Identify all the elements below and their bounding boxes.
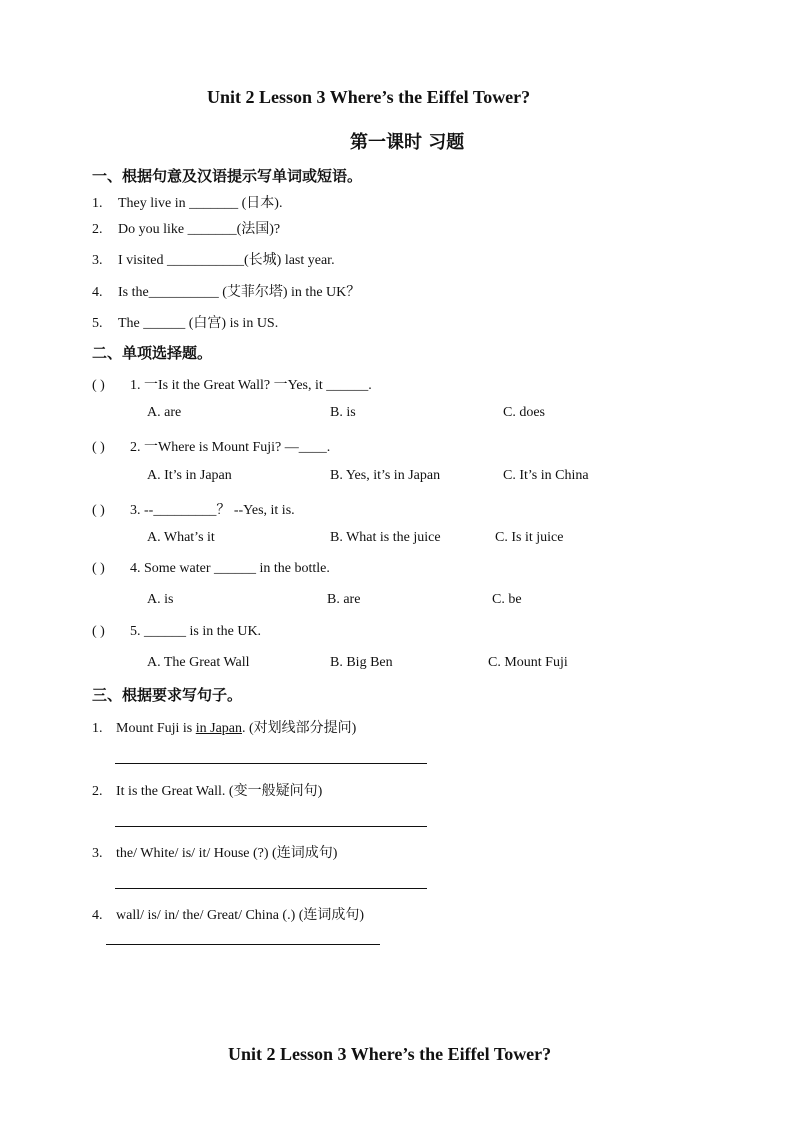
item-text: The ______ (白宫) is in US.: [118, 316, 279, 331]
answer-bracket: ( ): [92, 624, 105, 639]
s2-q3-option-c: C. Is it juice: [495, 530, 564, 545]
answer-line-4[interactable]: [106, 944, 380, 945]
question-text: 1. 一Is it the Great Wall? 一Yes, it ______.: [130, 378, 372, 393]
s2-q2-option-c: C. It’s in China: [503, 468, 589, 483]
question-text: 4. Some water ______ in the bottle.: [130, 561, 330, 576]
item-text: It is the Great Wall. (变一般疑问句): [116, 784, 323, 799]
item-number: 4.: [92, 285, 103, 300]
s2-q2-option-a: A. It’s in Japan: [147, 468, 232, 483]
answer-bracket: ( ): [92, 378, 105, 393]
item-text: Do you like _______(法国)?: [118, 222, 281, 237]
page-title: Unit 2 Lesson 3 Where’s the Eiffel Tower?: [207, 87, 531, 107]
question-text: 3. --_________？ --Yes, it is.: [130, 503, 295, 518]
item-number: 1.: [92, 196, 103, 211]
item-number: 1.: [92, 721, 103, 736]
item-text: Is the__________ (艾菲尔塔) in the UK？: [118, 285, 361, 300]
s2-q5-option-a: A. The Great Wall: [147, 655, 250, 670]
section-2-heading: 二、单项选择题。: [92, 344, 213, 362]
item-text: I visited ___________(长城) last year.: [118, 253, 335, 268]
s2-q1-option-a: A. are: [147, 405, 182, 420]
answer-line-1[interactable]: [115, 763, 427, 764]
answer-bracket: ( ): [92, 561, 105, 576]
s2-q2-option-b: B. Yes, it’s in Japan: [330, 468, 441, 483]
s2-question-4: [92, 561, 330, 577]
s2-q5-option-c: C. Mount Fuji: [488, 655, 568, 670]
item-number: 2.: [92, 222, 103, 237]
s3-item-4: [92, 904, 364, 924]
s2-question-3: [92, 499, 295, 519]
item-text-post: . (对划线部分提问): [242, 721, 357, 736]
answer-line-3[interactable]: [115, 888, 427, 889]
s1-item-2: [92, 218, 280, 238]
answer-bracket: ( ): [92, 503, 105, 518]
item-text-pre: Mount Fuji is: [116, 721, 196, 736]
s1-item-5: [92, 312, 278, 332]
section-3-heading: 三、根据要求写句子。: [92, 686, 243, 704]
item-text: the/ White/ is/ it/ House (?) (连词成句): [116, 846, 338, 861]
next-page-title: Unit 2 Lesson 3 Where’s the Eiffel Tower?: [228, 1044, 552, 1064]
s3-item-1: [92, 717, 356, 737]
question-text: 2. 一Where is Mount Fuji? —____.: [130, 440, 331, 455]
answer-line-2[interactable]: [115, 826, 427, 827]
s2-question-1: [92, 374, 372, 394]
s1-item-3: [92, 249, 335, 269]
s2-q4-option-a: A. is: [147, 592, 174, 607]
s2-q4-option-b: B. are: [327, 592, 361, 607]
s2-q1-option-b: B. is: [330, 405, 356, 420]
s2-q5-option-b: B. Big Ben: [330, 655, 393, 670]
underlined-phrase: in Japan: [195, 721, 243, 736]
answer-bracket: ( ): [92, 440, 105, 455]
s1-item-4: [92, 281, 360, 301]
item-number: 2.: [92, 784, 103, 799]
s2-question-5: [92, 624, 261, 640]
item-number: 4.: [92, 908, 103, 923]
s2-q3-option-a: A. What’s it: [147, 530, 215, 545]
page-subtitle: 第一课时 习题: [350, 132, 465, 153]
item-text: They live in _______ (日本).: [118, 196, 283, 211]
s3-item-2: [92, 780, 322, 800]
s1-item-1: [92, 192, 282, 212]
item-number: 3.: [92, 846, 103, 861]
s2-question-2: [92, 436, 330, 456]
item-number: 5.: [92, 316, 103, 331]
question-text: 5. ______ is in the UK.: [130, 624, 262, 639]
item-number: 3.: [92, 253, 103, 268]
s3-item-3: [92, 842, 337, 862]
s2-q4-option-c: C. be: [492, 592, 522, 607]
s2-q3-option-b: B. What is the juice: [330, 530, 441, 545]
section-1-heading: 一、根据句意及汉语提示写单词或短语。: [92, 167, 363, 185]
item-text: wall/ is/ in/ the/ Great/ China (.) (连词成句): [116, 908, 365, 923]
s2-q1-option-c: C. does: [503, 405, 545, 420]
